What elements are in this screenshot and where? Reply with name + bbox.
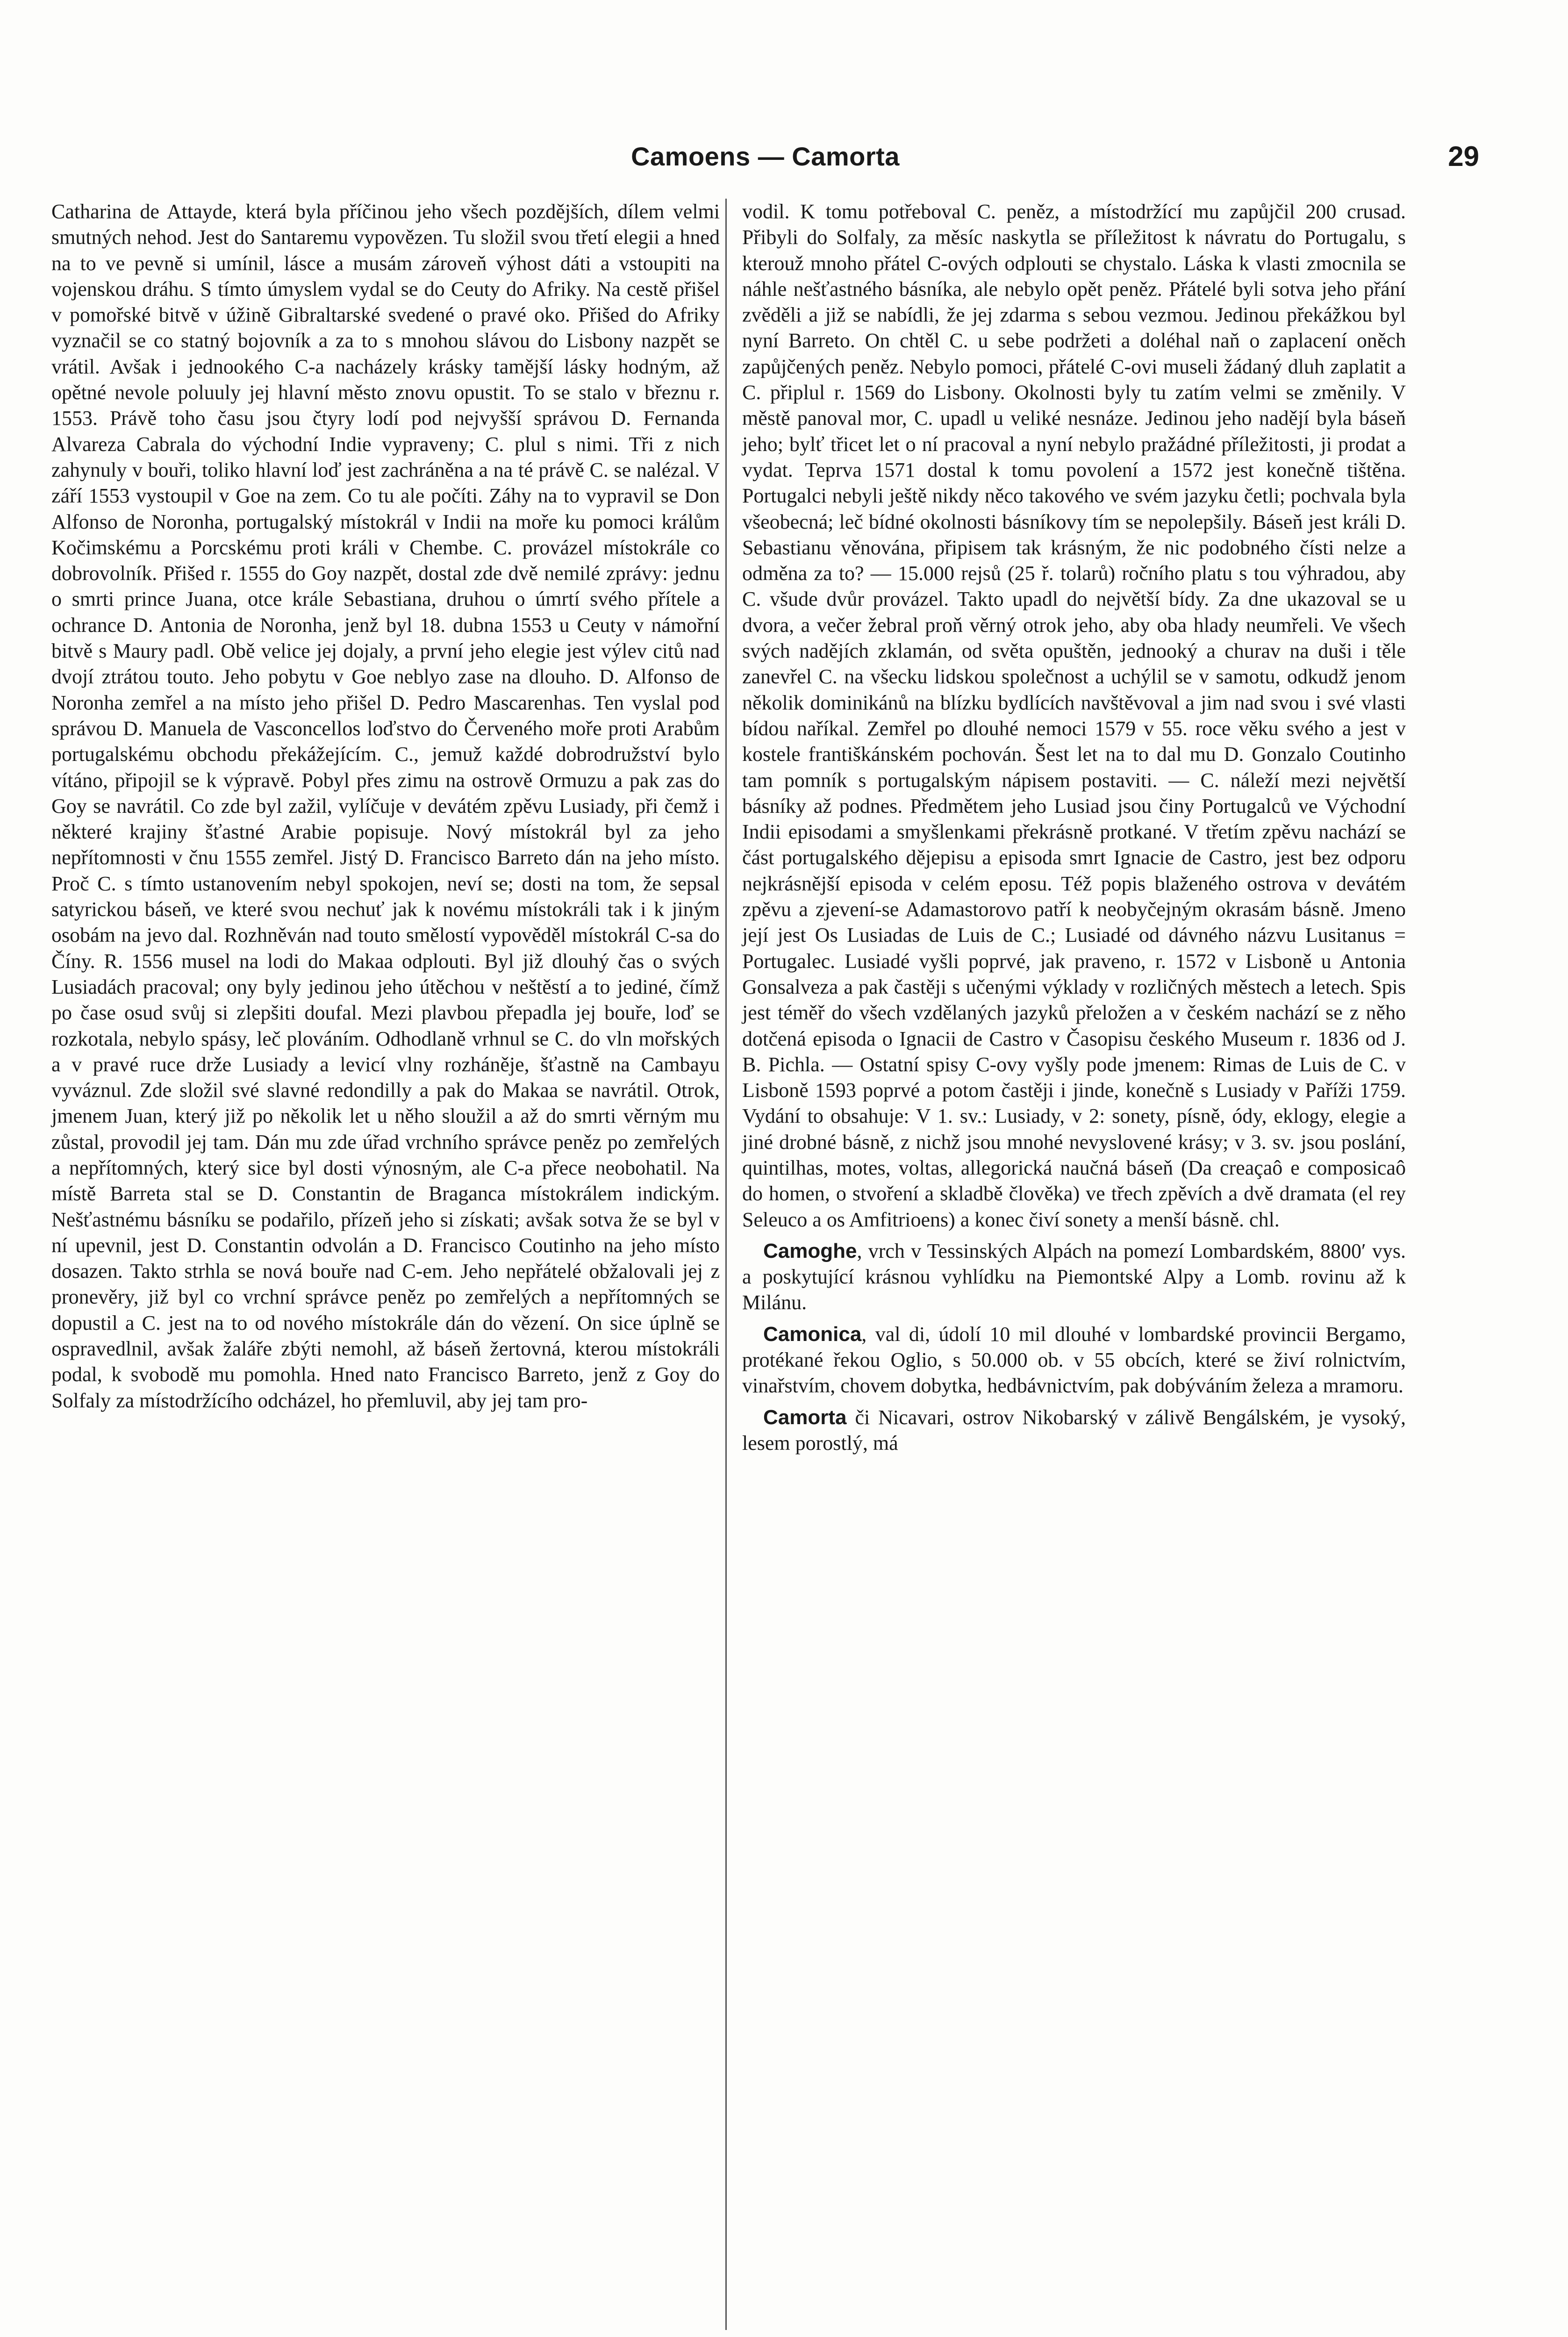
headword: Camoghe (763, 1239, 857, 1262)
column-divider (725, 199, 727, 2330)
article-text: Catharina de Attayde, která byla příčinou jeho všech pozdějších, dílem velmi smutných nehod. Jest do Santaremu vypovězen. Tu složil svou třetí elegii a hned na to ve pevně si umínil, lásce a musám zároveň výhost dáti a vstoupiti na vojenskou dráhu. S tímto úmyslem vydal se do Ceuty do Afriky. Na cestě přišel v pomořské bitvě v úžině Gibraltarské svedené o pravé oko. Přišed do Afriky vyznačil se co statný bojovník a za to s mnohou slávou do Lisbony nazpět se vrátil. Avšak i jednookého C-a nacházely krásky tamější lásky hodným, až opětné nevole poluuly jej hlavní město znovu opustit. To se stalo v březnu r. 1553. Právě toho času jsou čtyry lodí pod nejvyšší správou D. Fernanda Alvareza Cabrala do východní Indie vypraveny; C. plul s nimi. Tři z nich zahynuly v bouři, toliko hlavní loď jest zachráněna a na té právě C. se nalézal. V září 1553 vystoupil v Goe na zem. Co tu ale počíti. Záhy na to vypravil se Don Alfonso de Noronha, portugalský místokrál v Indii na moře ku pomoci králům Kočimskému a Porcskému proti králi v Chembe. C. provázel místokrále co dobrovolník. Přišed r. 1555 do Goy nazpět, dostal zde dvě nemilé zprávy: jednu o smrti prince Juana, otce krále Sebastiana, druhou o úmrtí svého přítele a ochrance D. Antonia de Noronha, jenž byl 18. dubna 1553 u Ceuty v námořní bitvě s Maury padl. Obě velice jej dojaly, a první jeho elegie jest výlev citů nad dvojí ztrátou touto. Jeho pobytu v Goe neblyo zase na dlouho. D. Alfonso de Noronha zemřel a na místo jeho přišel D. Pedro Mascarenhas. Ten vyslal pod správou D. Manuela de Vasconcellos loďstvo do Červeného moře proti Arabům portugalskému obchodu překážejícím. C., jemuž každé dobrodružství bylo vítáno, připojil se k výpravě. Pobyl přes zimu na ostrově Ormuzu a pak zas do Goy se navrátil. Co zde byl zažil, vylíčuje v devátém zpěvu Lusiady, při čemž i některé krajiny šťastné Arabie popisuje. Nový místokrál byl za jeho nepřítomnosti v čnu 1555 zemřel. Jistý D. Francisco Barreto dán na jeho místo. Proč C. s tímto ustanovením nebyl spokojen, neví se; dosti na tom, že sepsal satyrickou báseň, ve které svou nechuť jak k novému místokráli tak i k jiným osobám na jevo dal. Rozhněván nad touto smělostí vypověděl místokrál C-sa do Číny. R. 1556 musel na lodi do Makaa odplouti. Byl již dlouhý čas o svých Lusiadách pracoval; ony byly jedinou jeho útěchou v neštěstí a to jediné, čímž po čase osud svůj si zlepšiti doufal. Mezi plavbou přepadla jej bouře, loď se rozkotala, nebylo spásy, leč plováním. Odhodlaně vrhnul se C. do vln mořských a v pravé ruce drže Lusiady a levicí vlny rozháněje, šťastně na Cambayu vyváznul. Zde složil své slavné redondilly a pak do Makaa se navrátil. Otrok, jmenem Juan, který již po několik let u něho sloužil a až do smrti věrným mu zůstal, provodil jej tam. Dán mu zde úřad vrchního správce peněz po zemřelých a nepřítomných, který sice byl dosti výnosným, ale C-a přece neobohatil. Na místě Barreta stal se D. Constantin de Braganca místokrálem indickým. Nešťastnému básníku se podařilo, přízeň jeho si získati; avšak sotva že se byl v ní upevnil, jest D. Constantin odvolán a D. Francisco Coutinho na jeho místo dosazen. Takto strhla se nová bouře nad C-em. Jeho nepřátelé obžalovali jej z pronevěry, již byl co vrchní správce peněz po zemřelých a nepřítomných se dopustil a C. jest na to od nového místokrále dán do vězení. On sice úplně se ospravedlnil, avšak žaláře zbýti nemohl, až báseň žertovná, kterou místokráli podal, k svobodě mu pomohla. Hned nato Francisco Barreto, jenž z Goy do Solfaly za místodržícího odcházel, ho přemluvil, aby jej tam pro- (51, 200, 720, 1412)
entry-camonica (742, 1321, 1406, 1399)
entry-text: , val di, údolí 10 mil dlouhé v lombardské provincii Bergamo, protékané řekou Oglio, s 50.000 ob. v 55 obcích, které se živí rolnictvím, vinařstvím, chovem dobytka, hedbávnictvím, pak dobýváním železa a mramoru. (742, 1322, 1406, 1398)
headword: Camorta (763, 1405, 847, 1429)
right-column (742, 199, 1406, 1456)
headword: Camonica (763, 1322, 862, 1346)
running-title: Camoens — Camorta (631, 142, 900, 171)
entry-camorta (742, 1405, 1406, 1456)
left-column (51, 199, 720, 1413)
page-header (51, 136, 1479, 182)
article-continuation: vodil. K tomu potřeboval C. peněz, a místodržící mu zapůjčil 200 crusad. Přibyli do Solfaly, za měsíc naskytla se příležitost k návratu do Portugalu, s kterouž mnoho přátel C-ových odplouti se chystalo. Láska k vlasti zmocnila se náhle nešťastného básníka, ale nebylo opět peněz. Přátelé byli sotva jeho přání zvěděli a již se nabídli, že jej zdarma s sebou vezmou. Jedinou překážkou byl nyní Barreto. On chtěl C. u sebe podržeti a doléhal naň o zaplacení oněch zapůjčených peněz. Nebylo pomoci, přátelé C-ovi museli žádaný dluh zaplatit a C. připlul r. 1569 do Lisbony. Okolnosti byly tu zatím velmi se změnily. V městě panoval mor, C. upadl u veliké nesnáze. Jedinou jeho nadějí byla báseň jeho; bylť třicet let o ní pracoval a nyní nebylo pražádné příležitosti, ji prodat a vydat. Teprva 1571 dostal k tomu povolení a 1572 jest konečně tištěna. Portugalci nebyli ještě nikdy něco takového ve svém jazyku četli; pochvala byla všeobecná; leč bídné okolnosti básníkovy tím se nepolepšily. Báseň jest králi D. Sebastianu věnována, připisem tak krásným, že nic podobného čísti nelze a odměna za to? — 15.000 rejsů (25 ř. tolarů) ročního platu s tou výhradou, aby C. všude dvůr provázel. Takto upadl do největší bídy. Za dne ukazoval se u dvora, a večer žebral proň věrný otrok jeho, aby oba hlady neumřeli. Ve všech svých nadějích zklamán, od světa opuštěn, jednooký a churav na duši i těle zanevřel C. na všecku lidskou společnost a uchýlil se v samotu, odkudž jenom několik dominikánů na blízku bydlících navštěvoval a jim nad svou i své vlasti bídou naříkal. Zemřel po dlouhé nemoci 1579 v 55. roce věku svého a jest v kostele františkánském pochován. Šest let na to dal mu D. Gonzalo Coutinho tam pomník s portugalským nápisem postaviti. — C. náleží mezi největší básníky až podnes. Předmětem jeho Lusiad jsou činy Portugalců ve Východní Indii episodami a smyšlenkami překrásně protkané. V třetím zpěvu nachází se část portugalského dějepisu a episoda smrt Ignacie de Castro, jest bez odporu nejkrásnější episoda v celém eposu. Též popis blaženého ostrova v devátém zpěvu a zjevení-se Adamastorovo patří k neobyčejným okrasám básně. Jmeno její jest Os Lusiadas de Luis de C.; Lusiadé od dávného názvu Lusitanus = Portugalec. Lusiadé vyšli poprvé, jak praveno, r. 1572 v Lisboně u Antonia Gonsalveza a pak častěji s učenými výklady v rozličných městech a letech. Spis jest téměř do všech vzdělaných jazyků přeložen a v českém nachází se z něho dotčená episoda o Ignacii de Castro v Časopisu českého Museum r. 1836 od J. B. Pichla. — Ostatní spisy C-ovy vyšly pode jmenem: Rimas de Luis de C. v Lisboně 1593 poprvé a potom častěji i jinde, konečně s Lusiady v Paříži 1759. Vydání to obsahuje: V 1. sv.: Lusiady, v 2: sonety, písně, ódy, eklogy, elegie a jiné drobné básně, z nichž jsou mnohé nevyslovené krásy; v 3. sv. jsou poslání, quintilhas, motes, voltas, allegorická naučná báseň (Da creaçaô e composicaô do homen, o stvoření a skladbě člověka) ve třech zpěvích a dvě dramata (el rey Seleuco a os Amfitrioens) a konec čiví sonety a menší básně. chl. (742, 200, 1406, 1231)
entry-text: , vrch v Tessinských Alpách na pomezí Lombardském, 8800′ vys. a poskytující krásnou vyhlídku na Piemontské Alpy a Lomb. rovinu až k Milánu. (742, 1239, 1406, 1314)
entry-camoghe (742, 1238, 1406, 1316)
entry-text: či Nicavari, ostrov Nikobarský v zálivě Bengálském, je vysoký, lesem porostlý, má (742, 1405, 1406, 1455)
page-number: 29 (1448, 141, 1479, 172)
